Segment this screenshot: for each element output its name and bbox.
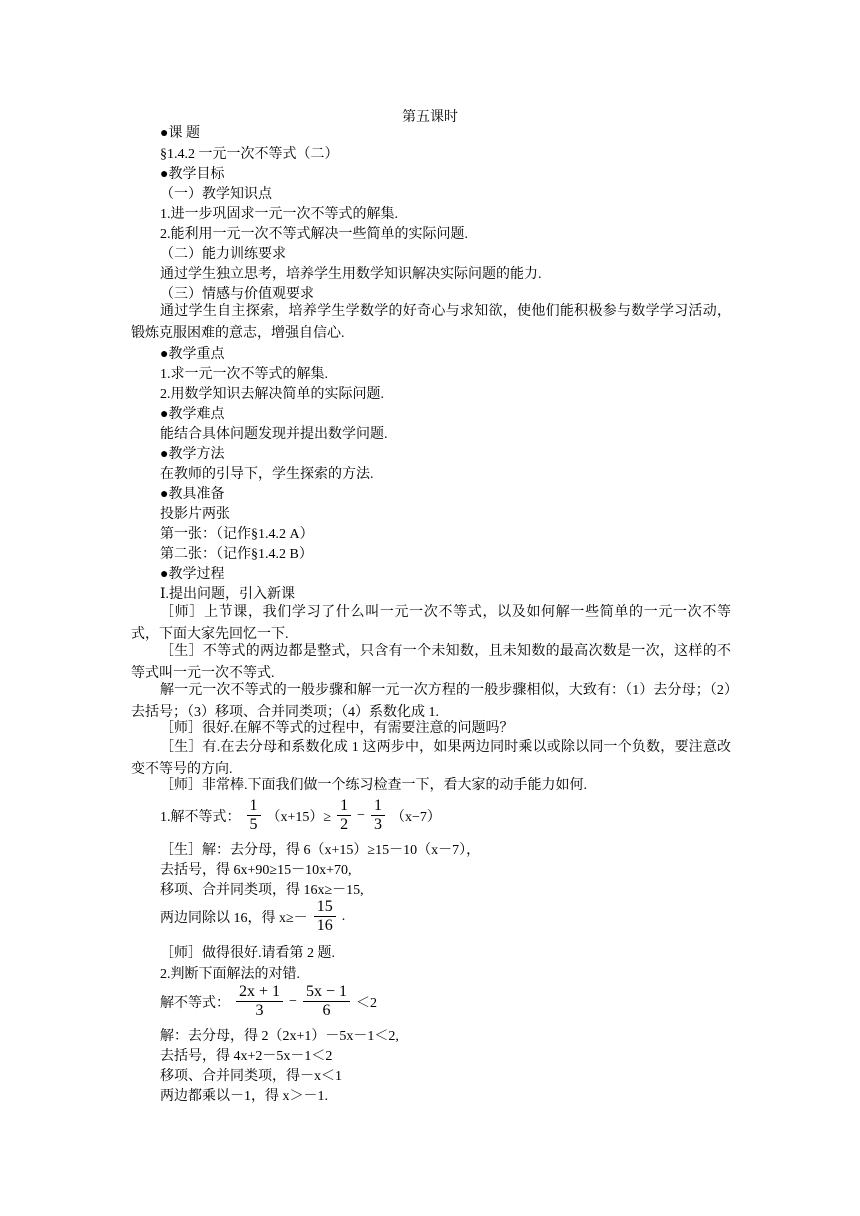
solution-1-step-2: 去括号，得 6x+90≥15－10x+70, [160,863,352,878]
solution-1-step-4: 两边同除以 16，得 x≥－ $\frac{15}{16}$ . [160,898,346,934]
exercise-2-prefix: 解不等式： [160,995,230,1011]
dialog-teacher-4: ［师］做得很好.请看第 2 题. [160,946,335,961]
key-point-1: 1.求一元一次不等式的解集. [160,367,328,382]
key-point-2: 2.用数学知识去解决简单的实际问题. [160,387,384,402]
values-paragraph: 通过学生自主探索，培养学生学数学的好奇心与求知欲，使他们能积极参与数学学习活动，锻炼克服困难的意志，增强自信心. [131,304,731,341]
section-process-heading: ●教学过程 [160,567,225,582]
exercise-1-middle: （x+15）≥ [266,809,332,825]
solution-2-step-2: 去括号，得 4x+2－5x－1＜2 [160,1049,333,1064]
exercise-2-tail: ＜2 [355,995,377,1011]
method-text: 在教师的引导下，学生探索的方法. [160,467,374,482]
dialog-student-1: ［生］不等式的两边都是整式，只含有一个未知数，且未知数的最高次数是一次，这样的不等式叫一元一次不等式. [131,644,731,681]
section-materials-heading: ●教具准备 [160,487,225,502]
fraction-fifteen-sixteenths: $\frac{15}{16}$ [314,898,336,935]
solution-2-step-1: 解：去分母，得 2（2x+1）－5x－1＜2, [160,1029,399,1044]
ability-text: 通过学生独立思考，培养学生用数学知识解决实际问题的能力. [160,267,542,282]
solution-2-step-3: 移项、合并同类项，得－x＜1 [160,1069,342,1084]
solution-1-step-3: 移项、合并同类项，得 16x≥－15, [160,883,364,898]
section-topic-heading: ●课 题 [160,126,200,141]
fraction-2x-plus-1-over-3: $\frac{2x + 1}{3}$ [236,983,283,1020]
process-step-1: Ⅰ.提出问题，引入新课 [160,587,296,602]
knowledge-item-2: 2.能利用一元一次不等式解决一些简单的实际问题. [160,227,468,242]
subheading-ability: （二）能力训练要求 [160,247,286,262]
dialog-student-2: ［生］有.在去分母和系数化成 1 这两步中，如果两边同时乘以或除以同一个负数，要注意改变不等号的方向. [131,740,731,777]
section-key-points-heading: ●教学重点 [160,347,225,362]
materials-text: 投影片两张 [160,507,230,522]
material-item-2: 第二张：（记作§1.4.2 B） [160,547,313,562]
section-difficulty-heading: ●教学难点 [160,407,225,422]
solution-2-step-4: 两边都乘以－1，得 x＞－1. [160,1089,328,1104]
solution-1-step-1: ［生］解：去分母，得 6（x+15）≥15－10（x－7）， [160,843,481,858]
section-objectives-heading: ●教学目标 [160,167,225,182]
subheading-values: （三）情感与价值观要求 [160,287,314,302]
fraction-5x-minus-1-over-6: $\frac{5x - 1}{6}$ [303,983,350,1020]
fraction-one-fifth: $\frac{1}{5}$ [247,797,261,834]
fraction-one-half: $\frac{1}{2}$ [337,797,351,834]
exercise-1-tail: （x−7） [391,809,441,825]
minus-sign: − [289,993,297,1009]
steps-paragraph: 解一元一次不等式的一般步骤和解一元一次方程的一般步骤相似，大致有：（1）去分母；（2）去括号；（3）移项、合并同类项；（4）系数化成 1. [131,683,731,720]
subheading-knowledge: （一）教学知识点 [160,187,272,202]
minus-sign: − [357,807,365,823]
dialog-teacher-2: ［师］很好.在解不等式的过程中，有需要注意的问题吗？ [160,721,514,736]
material-item-1: 第一张：（记作§1.4.2 A） [160,527,314,542]
exercise-1-prefix: 1.解不等式： [160,809,241,825]
exercise-2 [160,983,377,1020]
section-method-heading: ●教学方法 [160,447,225,462]
dialog-teacher-1: ［师］上节课，我们学习了什么叫一元一次不等式，以及如何解一些简单的一元一次不等式，下面大家先回忆一下. [131,605,731,642]
dialog-teacher-3: ［师］非常棒.下面我们做一个练习检查一下，看大家的动手能力如何. [160,778,587,793]
difficulty-text: 能结合具体问题发现并提出数学问题. [160,427,388,442]
exercise-1 [160,797,441,834]
lesson-code: §1.4.2 一元一次不等式（二） [160,147,339,162]
knowledge-item-1: 1.进一步巩固求一元一次不等式的解集. [160,207,398,222]
exercise-2-heading: 2.判断下面解法的对错. [160,967,300,982]
fraction-one-third: $\frac{1}{3}$ [371,797,385,834]
page-title: 第五课时 [402,110,458,125]
